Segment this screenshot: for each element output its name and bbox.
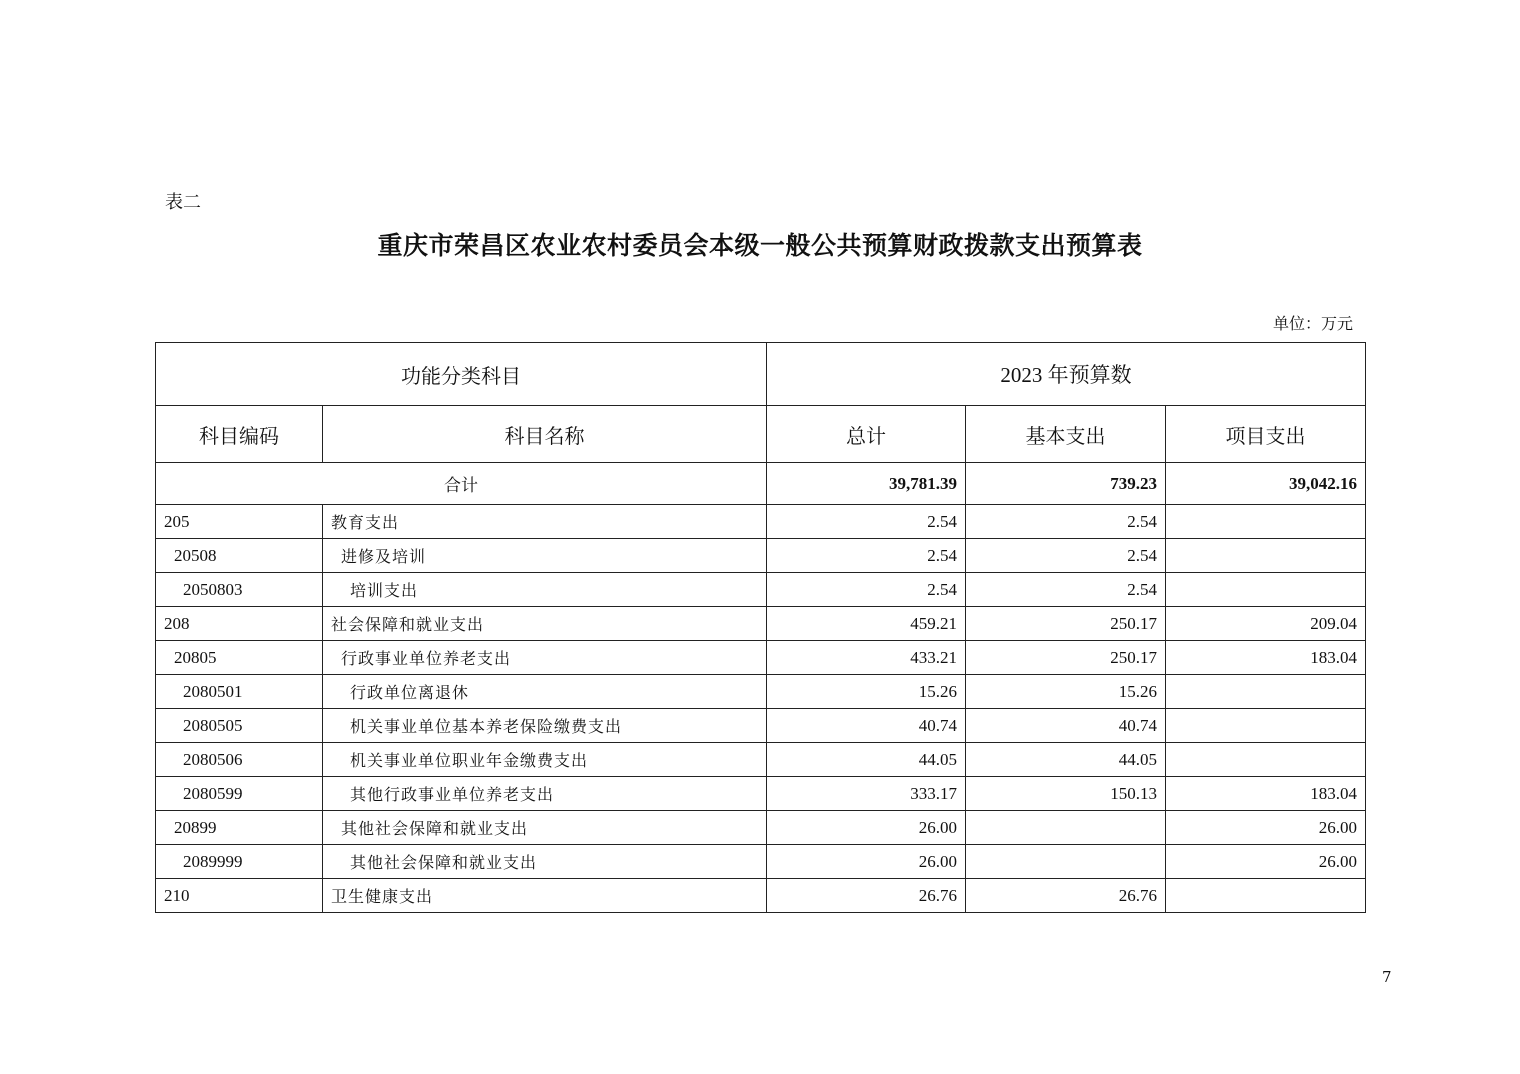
row-basic: 2.54 bbox=[966, 539, 1166, 573]
row-name: 进修及培训 bbox=[323, 539, 767, 573]
row-basic: 250.17 bbox=[966, 641, 1166, 675]
row-code: 210 bbox=[156, 879, 323, 913]
row-project bbox=[1166, 743, 1366, 777]
table-row bbox=[156, 675, 1366, 709]
row-basic bbox=[966, 845, 1166, 879]
row-total: 44.05 bbox=[767, 743, 966, 777]
page-title: 重庆市荣昌区农业农村委员会本级一般公共预算财政拨款支出预算表 bbox=[377, 231, 1143, 260]
table-row bbox=[156, 573, 1366, 607]
row-code: 2080599 bbox=[156, 777, 323, 811]
row-project bbox=[1166, 879, 1366, 913]
row-total: 40.74 bbox=[767, 709, 966, 743]
row-project bbox=[1166, 539, 1366, 573]
row-name: 机关事业单位基本养老保险缴费支出 bbox=[323, 709, 767, 743]
table-row bbox=[156, 777, 1366, 811]
total-label: 合计 bbox=[156, 463, 767, 505]
row-basic: 150.13 bbox=[966, 777, 1166, 811]
header-project: 项目支出 bbox=[1166, 406, 1366, 463]
row-total: 433.21 bbox=[767, 641, 966, 675]
row-project: 183.04 bbox=[1166, 777, 1366, 811]
row-code: 2080506 bbox=[156, 743, 323, 777]
row-project bbox=[1166, 573, 1366, 607]
table-row bbox=[156, 845, 1366, 879]
table-row bbox=[156, 743, 1366, 777]
row-project bbox=[1166, 505, 1366, 539]
budget-table bbox=[155, 342, 1366, 913]
row-total: 26.76 bbox=[767, 879, 966, 913]
row-code: 2080501 bbox=[156, 675, 323, 709]
table-row bbox=[156, 709, 1366, 743]
row-total: 26.00 bbox=[767, 811, 966, 845]
row-total: 2.54 bbox=[767, 539, 966, 573]
row-name: 其他社会保障和就业支出 bbox=[323, 845, 767, 879]
row-code: 2080505 bbox=[156, 709, 323, 743]
page-number: 7 bbox=[1382, 968, 1392, 986]
row-code: 20899 bbox=[156, 811, 323, 845]
row-project: 183.04 bbox=[1166, 641, 1366, 675]
header-code: 科目编码 bbox=[156, 406, 323, 463]
row-name: 机关事业单位职业年金缴费支出 bbox=[323, 743, 767, 777]
row-project: 26.00 bbox=[1166, 811, 1366, 845]
table-label: 表二 bbox=[165, 192, 201, 213]
row-total: 333.17 bbox=[767, 777, 966, 811]
table-row bbox=[156, 879, 1366, 913]
header-basic: 基本支出 bbox=[966, 406, 1166, 463]
row-project: 26.00 bbox=[1166, 845, 1366, 879]
row-name: 其他社会保障和就业支出 bbox=[323, 811, 767, 845]
row-code: 2089999 bbox=[156, 845, 323, 879]
row-code: 208 bbox=[156, 607, 323, 641]
row-name: 其他行政事业单位养老支出 bbox=[323, 777, 767, 811]
header-row-group bbox=[156, 343, 1366, 406]
header-year-budget: 2023 年预算数 bbox=[767, 343, 1366, 406]
row-basic: 2.54 bbox=[966, 573, 1166, 607]
row-project bbox=[1166, 675, 1366, 709]
header-function-category: 功能分类科目 bbox=[156, 343, 767, 406]
header-name: 科目名称 bbox=[323, 406, 767, 463]
row-basic: 40.74 bbox=[966, 709, 1166, 743]
table-row bbox=[156, 539, 1366, 573]
row-basic: 250.17 bbox=[966, 607, 1166, 641]
table-row bbox=[156, 505, 1366, 539]
row-name: 培训支出 bbox=[323, 573, 767, 607]
row-name: 社会保障和就业支出 bbox=[323, 607, 767, 641]
row-name: 卫生健康支出 bbox=[323, 879, 767, 913]
row-code: 2050803 bbox=[156, 573, 323, 607]
row-basic: 15.26 bbox=[966, 675, 1166, 709]
row-code: 205 bbox=[156, 505, 323, 539]
row-basic: 2.54 bbox=[966, 505, 1166, 539]
row-name: 行政单位离退休 bbox=[323, 675, 767, 709]
header-row-columns bbox=[156, 406, 1366, 463]
row-basic: 44.05 bbox=[966, 743, 1166, 777]
row-code: 20508 bbox=[156, 539, 323, 573]
table-row bbox=[156, 607, 1366, 641]
row-name: 教育支出 bbox=[323, 505, 767, 539]
unit-label: 单位：万元 bbox=[1272, 314, 1353, 333]
row-basic bbox=[966, 811, 1166, 845]
row-total: 2.54 bbox=[767, 505, 966, 539]
row-project: 209.04 bbox=[1166, 607, 1366, 641]
row-basic: 26.76 bbox=[966, 879, 1166, 913]
total-basic: 739.23 bbox=[966, 463, 1166, 505]
total-row bbox=[156, 463, 1366, 505]
total-total: 39,781.39 bbox=[767, 463, 966, 505]
table-row bbox=[156, 641, 1366, 675]
row-project bbox=[1166, 709, 1366, 743]
row-name: 行政事业单位养老支出 bbox=[323, 641, 767, 675]
table-row bbox=[156, 811, 1366, 845]
row-total: 26.00 bbox=[767, 845, 966, 879]
row-total: 2.54 bbox=[767, 573, 966, 607]
row-total: 15.26 bbox=[767, 675, 966, 709]
row-code: 20805 bbox=[156, 641, 323, 675]
header-total: 总计 bbox=[767, 406, 966, 463]
total-project: 39,042.16 bbox=[1166, 463, 1366, 505]
row-total: 459.21 bbox=[767, 607, 966, 641]
